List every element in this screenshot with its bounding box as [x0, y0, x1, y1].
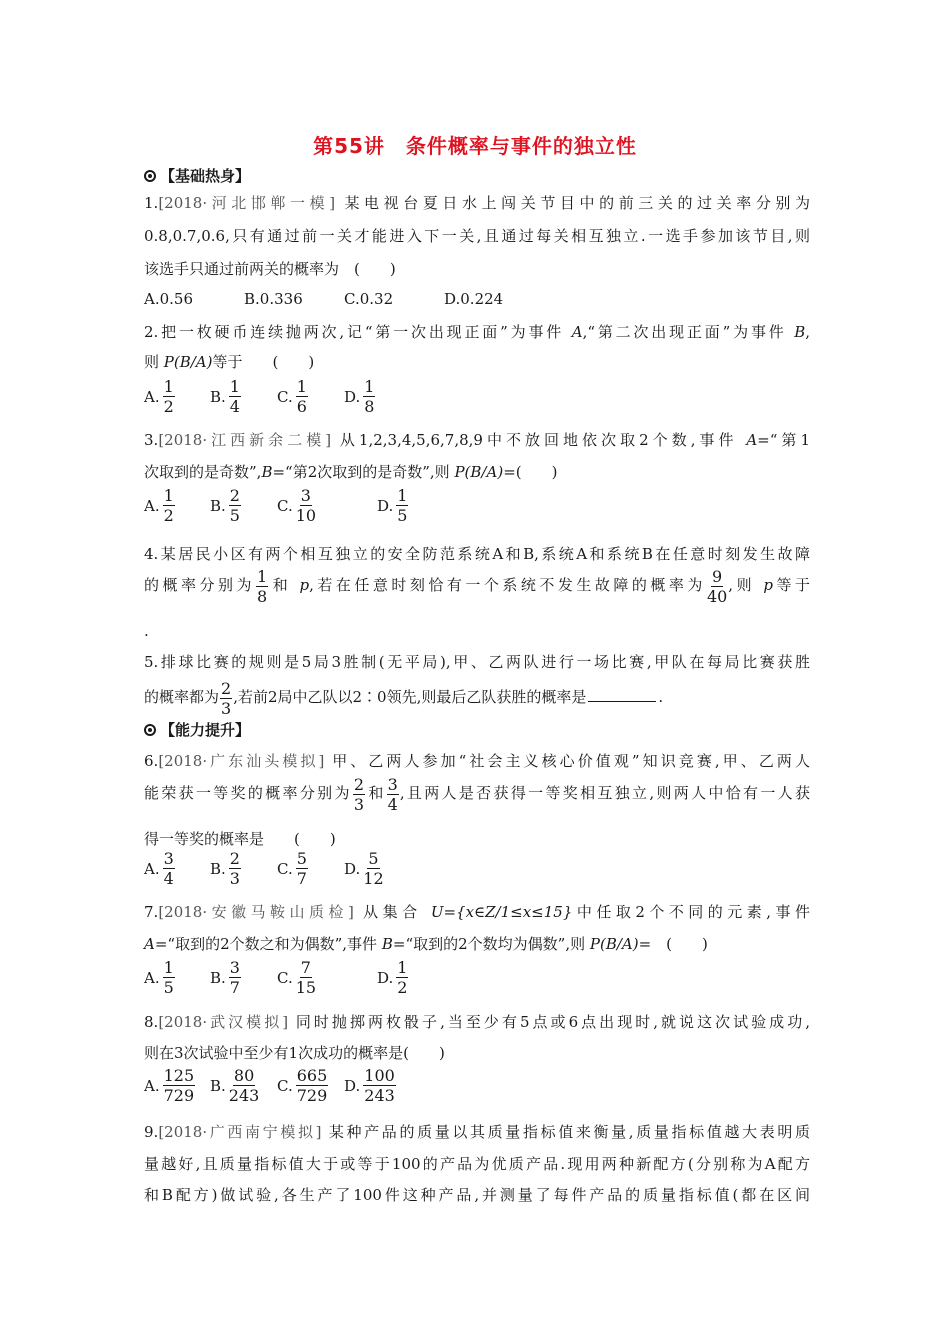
option-b: B. $\frac{3}{7}$ — [210, 958, 240, 997]
question-9-source: [2018·广西南宁模拟] — [158, 1123, 322, 1141]
fraction: $\frac{3}{4}$ — [387, 774, 398, 814]
question-7-options — [144, 958, 409, 997]
question-3-line-2: 次取到的是奇数”,B=“第2次取到的是奇数”,则 P(B/A)=( ) — [144, 463, 558, 481]
question-9-line-3: 和B配方)做试验,各生产了100件这种产品,并测量了每件产品的质量指标值(都在区间 — [144, 1186, 810, 1204]
question-1-line-3: 该选手只通过前两关的概率为 ( ) — [144, 260, 396, 278]
question-1-line-2: 0.8,0.7,0.6,只有通过前一关才能进入下一关,且通过每关相互独立.一选手参加该节目,则 — [144, 227, 810, 245]
question-6-line-3: 得一等奖的概率是 ( ) — [144, 830, 336, 848]
option-b: B. $\frac{1}{4}$ — [210, 377, 240, 416]
question-5-line-2: 的概率都为 $\frac{2}{3}$ ,若前2局中乙队以2∶0领先,则最后乙队获胜的概率是 . — [144, 678, 664, 718]
option-b: B.0.336 — [244, 290, 303, 308]
question-4-line-1: 4.某居民小区有两个相互独立的安全防范系统A和B,系统A和系统B在任意时刻发生故障 — [144, 545, 810, 563]
question-6-options — [144, 849, 385, 888]
question-8-line-2: 则在3次试验中至少有1次成功的概率是( ) — [144, 1044, 445, 1062]
option-d: D.0.224 — [444, 290, 504, 308]
question-2-line-1: 2.把一枚硬币连续抛两次,记“第一次出现正面”为事件 A,“第二次出现正面”为事件 B, — [144, 323, 811, 341]
question-1-source: [2018·河北邯郸一模] — [158, 194, 336, 212]
question-6-line-2: 能荣获一等奖的概率分别为 $\frac{2}{3}$ 和 $\frac{3}{4}$ ,且两人是否获得一等奖相互独立,则两人中恰有一人获 — [144, 774, 810, 814]
question-3-line-1: 3.[2018·江西新余二模] 从1,2,3,4,5,6,7,8,9中不放回地依次取2个数,事件 A=“第1 — [144, 431, 810, 449]
question-3-options — [144, 486, 409, 525]
question-7-line-1: 7.[2018·安徽马鞍山质检] 从集合 U={x∈Z/1≤x≤15}中任取2个不同的元素,事件 — [144, 903, 810, 921]
option-c: C. $\frac{7}{15}$ — [277, 958, 317, 997]
section-advanced — [144, 719, 250, 740]
option-a: A.0.56 — [144, 290, 193, 308]
option-c: C. $\frac{5}{7}$ — [277, 849, 307, 888]
option-a: A. $\frac{3}{4}$ — [144, 849, 174, 888]
circle-bullet-icon — [144, 170, 156, 182]
option-a: A. $\frac{1}{5}$ — [144, 958, 174, 997]
question-4-line-2: 的概率分别为 $\frac{1}{8}$ 和 p,若在任意时刻恰有一个系统不发生故障的概率为 $\frac{9}{40}$ ,则 p等于 — [144, 566, 810, 606]
section-basic-label: 【基础热身】 — [160, 167, 251, 185]
option-c: C. $\frac{3}{10}$ — [277, 486, 317, 525]
option-d: D. $\frac{1}{2}$ — [377, 958, 408, 997]
option-d: D. $\frac{5}{12}$ — [344, 849, 384, 888]
question-2-options — [144, 377, 376, 416]
option-b: B. $\frac{2}{5}$ — [210, 486, 240, 525]
fraction: $\frac{9}{40}$ — [706, 566, 728, 606]
option-d: D. $\frac{1}{5}$ — [377, 486, 408, 525]
question-6-source: [2018·广东汕头模拟] — [158, 752, 325, 770]
option-c: C. $\frac{1}{6}$ — [277, 377, 307, 416]
option-a: A. $\frac{1}{2}$ — [144, 377, 174, 416]
option-b: B. $\frac{2}{3}$ — [210, 849, 240, 888]
section-advanced-label: 【能力提升】 — [160, 721, 251, 739]
question-5-line-1: 5.排球比赛的规则是5局3胜制(无平局),甲、乙两队进行一场比赛,甲队在每局比赛获胜 — [144, 653, 810, 671]
answer-blank[interactable] — [588, 687, 656, 702]
question-9-line-1: 9.[2018·广西南宁模拟] 某种产品的质量以其质量指标值来衡量,质量指标值越大表明质 — [144, 1123, 810, 1141]
question-7-source: [2018·安徽马鞍山质检] — [158, 903, 354, 921]
question-3-source: [2018·江西新余二模] — [158, 431, 332, 449]
question-2-line-2: 则 P(B/A)等于 ( ) — [144, 353, 315, 371]
option-a: A. $\frac{1}{2}$ — [144, 486, 174, 525]
option-c: C.0.32 — [344, 290, 394, 308]
question-6-line-1: 6.[2018·广东汕头模拟] 甲、乙两人参加“社会主义核心价值观”知识竞赛,甲、乙两人 — [144, 752, 810, 770]
question-8-source: [2018·武汉模拟] — [158, 1013, 289, 1031]
question-1-line-1: 1.[2018·河北邯郸一模] 某电视台夏日水上闯关节目中的前三关的过关率分别为 — [144, 194, 810, 212]
option-d: D. $\frac{100}{243}$ — [344, 1066, 395, 1105]
fraction: $\frac{2}{3}$ — [353, 774, 364, 814]
fraction: $\frac{1}{8}$ — [257, 566, 268, 606]
circle-bullet-icon — [144, 724, 156, 736]
question-7-line-2: A=“取到的2个数之和为偶数”,事件 B=“取到的2个数均为偶数”,则 P(B/A)= ( ) — [144, 935, 708, 953]
question-1-options — [144, 290, 503, 308]
question-4-line-3: . — [144, 622, 149, 640]
option-c: C. $\frac{665}{729}$ — [277, 1066, 328, 1105]
option-b: B. $\frac{80}{243}$ — [210, 1066, 260, 1105]
question-8-line-1: 8.[2018·武汉模拟] 同时抛掷两枚骰子,当至少有5点或6点出现时,就说这次试验成功, — [144, 1013, 810, 1031]
page-title: 第55讲 条件概率与事件的独立性 — [313, 134, 637, 158]
option-a: A. $\frac{125}{729}$ — [144, 1066, 195, 1105]
fraction: $\frac{2}{3}$ — [221, 678, 232, 718]
option-d: D. $\frac{1}{8}$ — [344, 377, 375, 416]
question-9-line-2: 量越好,且质量指标值大于或等于100的产品为优质产品.现用两种新配方(分别称为A配方 — [144, 1155, 810, 1173]
question-8-options — [144, 1066, 397, 1105]
section-basic — [144, 165, 250, 186]
